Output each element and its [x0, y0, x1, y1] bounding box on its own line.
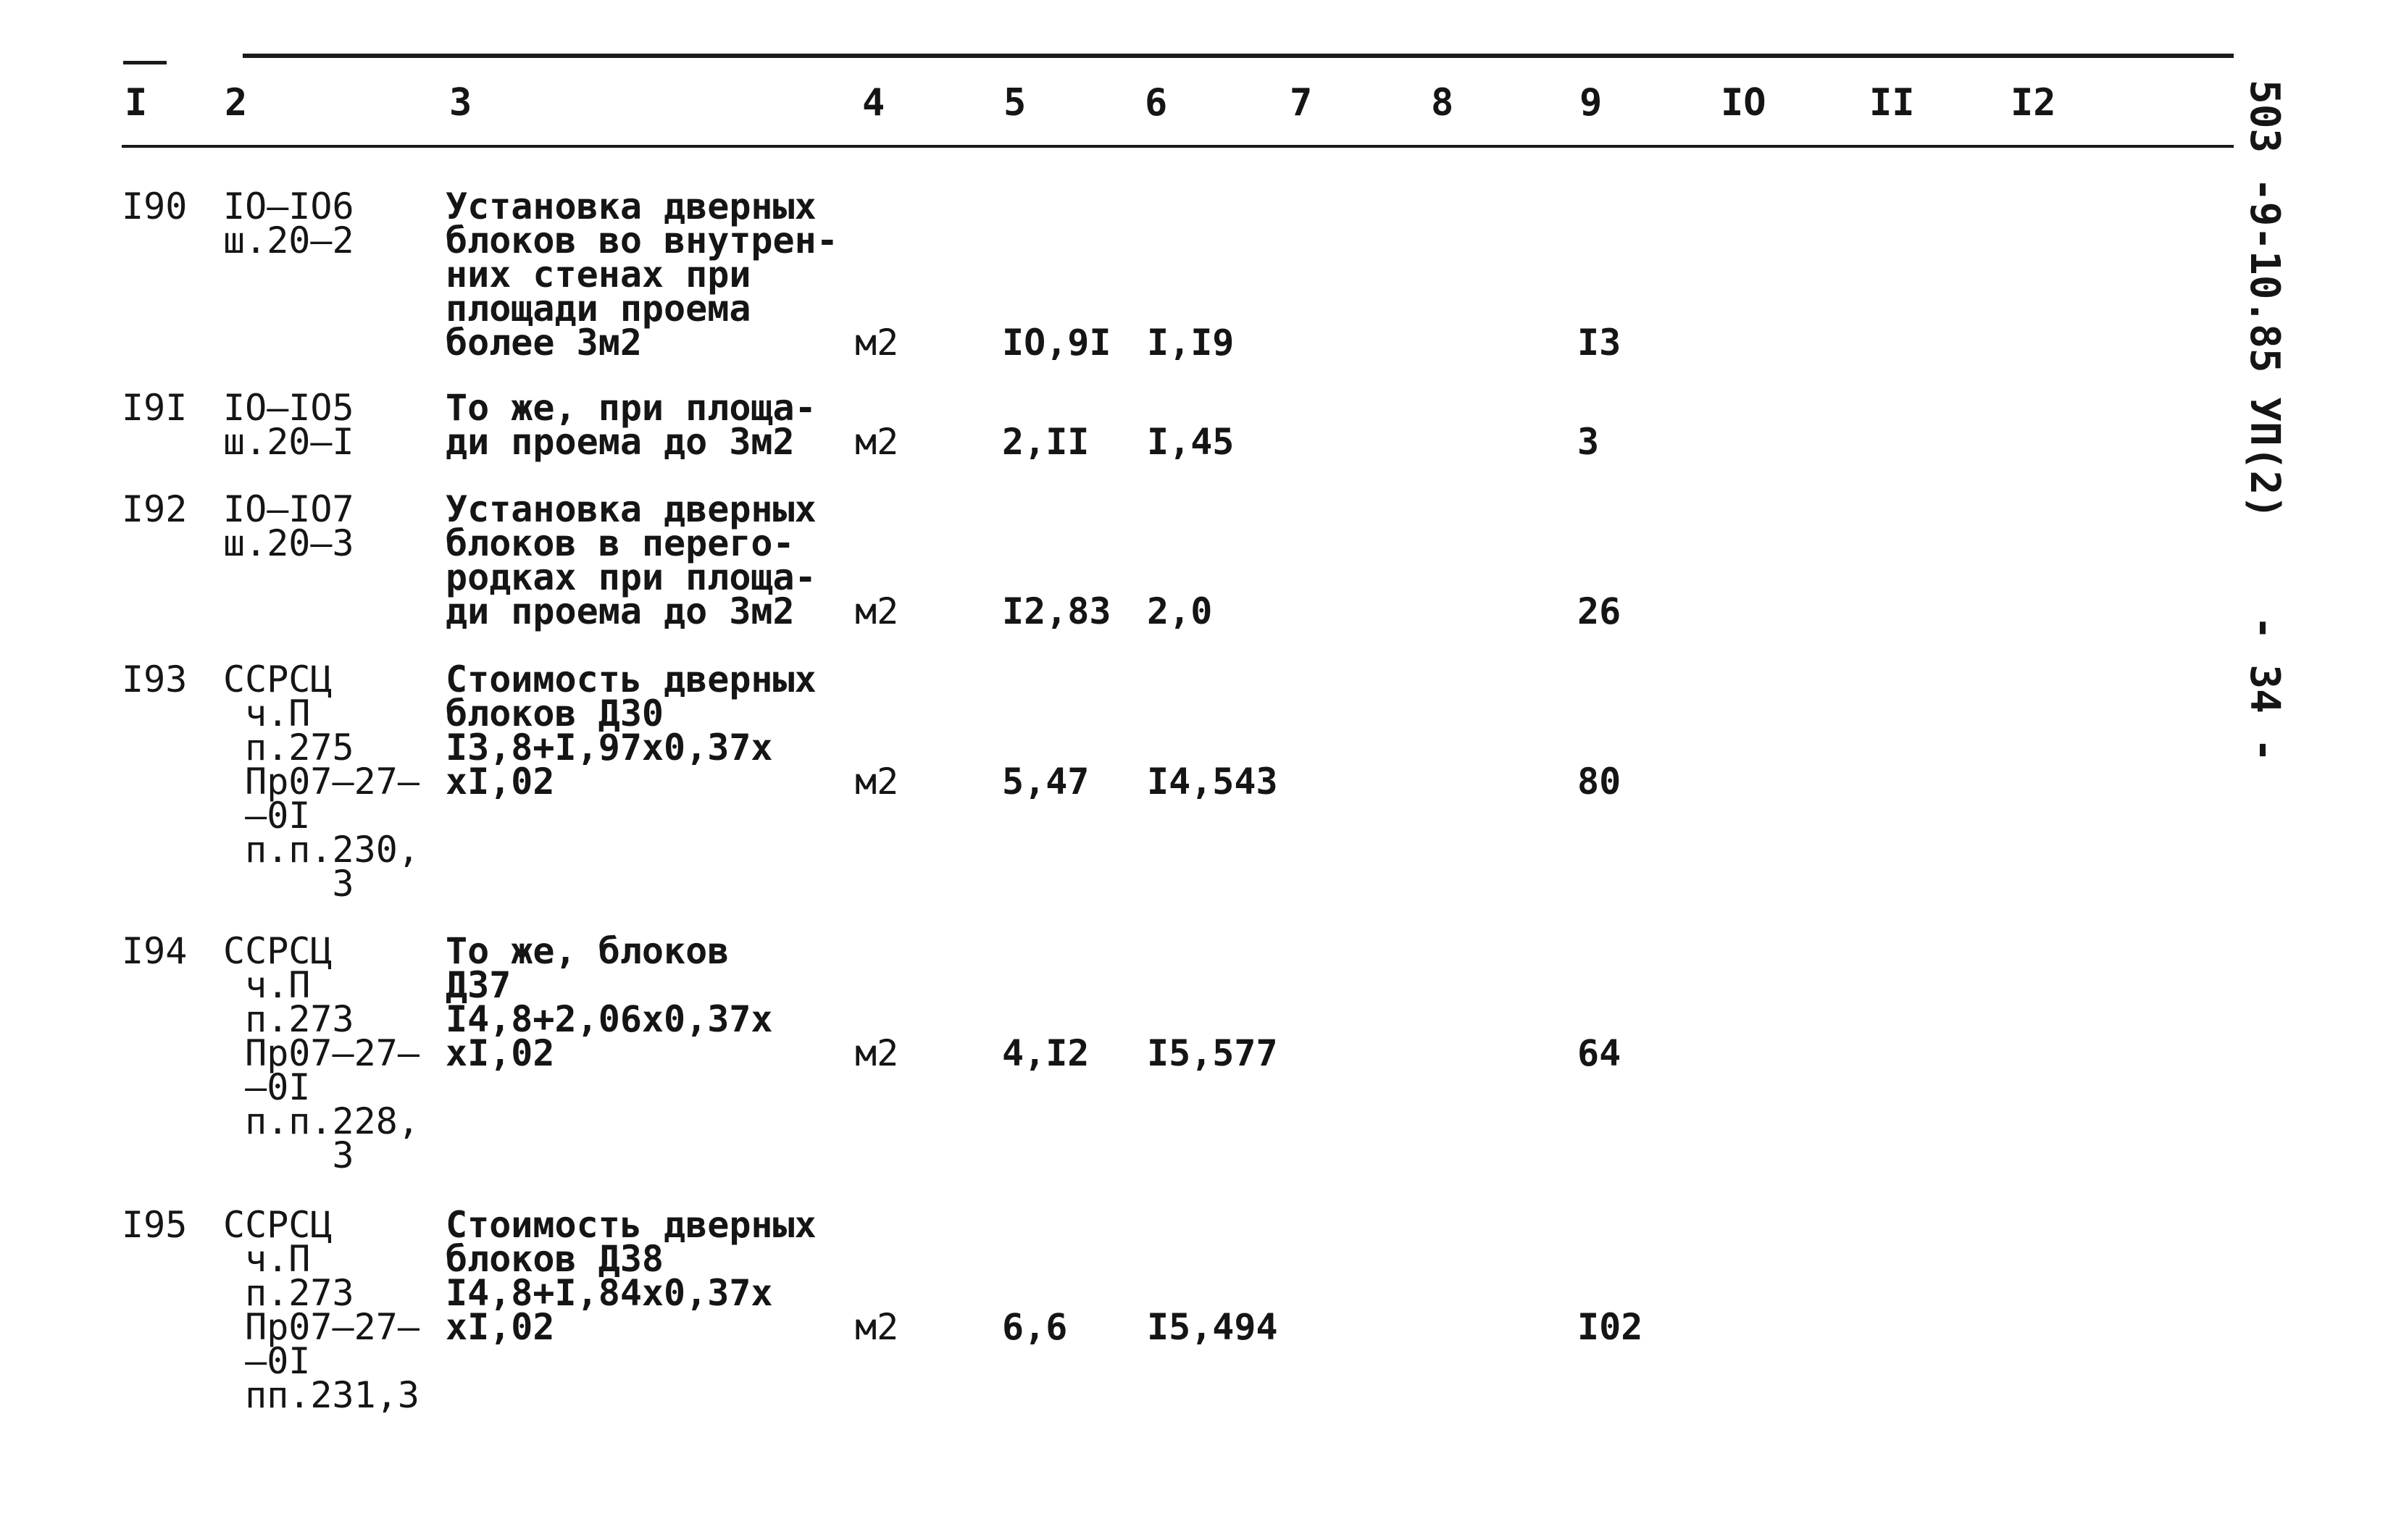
row-description: Установка дверных блоков в перего- родках при площа- ди проема до 3м2 — [446, 488, 817, 632]
row-unit: м2 — [855, 590, 899, 632]
col-header-8: 8 — [1431, 81, 1454, 125]
row-col5-value: I2,83 — [1002, 590, 1111, 632]
row-col9-value: I3 — [1577, 322, 1621, 364]
top-rule-short — [123, 61, 167, 64]
row-col5-value: 6,6 — [1002, 1306, 1068, 1348]
col-header-10: IO — [1721, 81, 1766, 125]
row-description: Стоимость дверных блоков Д38 I4,8+I,84х0,37х хI,02 — [446, 1204, 817, 1348]
row-reference: IO–IO5 ш.20–I — [223, 387, 354, 463]
row-unit: м2 — [855, 1032, 899, 1074]
row-description: Установка дверных блоков во внутрен- них стенах при площади проема более 3м2 — [446, 185, 838, 364]
row-number: I95 — [122, 1204, 188, 1246]
page-number: - 34 - — [2241, 616, 2288, 763]
row-reference: IO–IO7 ш.20–3 — [223, 488, 354, 564]
row-unit: м2 — [855, 761, 899, 803]
row-col5-value: 2,II — [1002, 421, 1090, 463]
row-col9-value: I02 — [1577, 1306, 1643, 1348]
row-col6-value: I5,494 — [1147, 1306, 1278, 1348]
row-col9-value: 64 — [1577, 1032, 1621, 1074]
row-unit: м2 — [855, 322, 899, 364]
col-header-9: 9 — [1579, 81, 1603, 125]
row-col5-value: 4,I2 — [1002, 1032, 1090, 1074]
col-header-6: 6 — [1145, 81, 1168, 125]
row-description: Стоимость дверных блоков Д30 I3,8+I,97х0,37х хI,02 — [446, 658, 817, 803]
col-header-11: II — [1869, 81, 1915, 125]
col-header-5: 5 — [1003, 81, 1027, 125]
row-col5-value: IO,9I — [1002, 322, 1111, 364]
row-unit: м2 — [855, 1306, 899, 1348]
row-col6-value: I4,543 — [1147, 761, 1278, 803]
row-col5-value: 5,47 — [1002, 761, 1090, 803]
row-reference: ССРСЦ ч.П п.273 Пр07–27– –0I п.п.228, 3 — [223, 930, 419, 1176]
row-col9-value: 80 — [1577, 761, 1621, 803]
document-code: 503 -9-10.85 УП(2) — [2241, 80, 2288, 519]
row-description: То же, при площа- ди проема до 3м2 — [446, 387, 817, 463]
row-reference: ССРСЦ ч.П п.275 Пр07–27– –0I п.п.230, 3 — [223, 658, 419, 905]
row-unit: м2 — [855, 421, 899, 463]
row-col6-value: 2,0 — [1147, 590, 1213, 632]
row-col6-value: I,I9 — [1147, 322, 1235, 364]
row-number: I93 — [122, 658, 188, 700]
col-header-2: 2 — [225, 81, 248, 125]
row-number: I9I — [122, 387, 188, 429]
row-number: I92 — [122, 488, 188, 530]
row-number: I94 — [122, 930, 188, 972]
row-reference: IO–IO6 ш.20–2 — [223, 185, 354, 261]
row-col9-value: 3 — [1577, 421, 1600, 463]
col-header-1: I — [125, 81, 148, 125]
header-bottom-rule — [122, 145, 2234, 148]
row-col9-value: 26 — [1577, 590, 1621, 632]
row-number: I90 — [122, 185, 188, 227]
col-header-4: 4 — [862, 81, 885, 125]
top-rule — [243, 54, 2234, 58]
col-header-3: 3 — [449, 81, 472, 125]
row-col6-value: I5,577 — [1147, 1032, 1278, 1074]
col-header-7: 7 — [1290, 81, 1313, 125]
row-col6-value: I,45 — [1147, 421, 1235, 463]
col-header-12: I2 — [2011, 81, 2056, 125]
row-description: То же, блоков Д37 I4,8+2,06х0,37х хI,02 — [446, 930, 773, 1074]
row-reference: ССРСЦ ч.П п.273 Пр07–27– –0I пп.231,3 — [223, 1204, 419, 1416]
